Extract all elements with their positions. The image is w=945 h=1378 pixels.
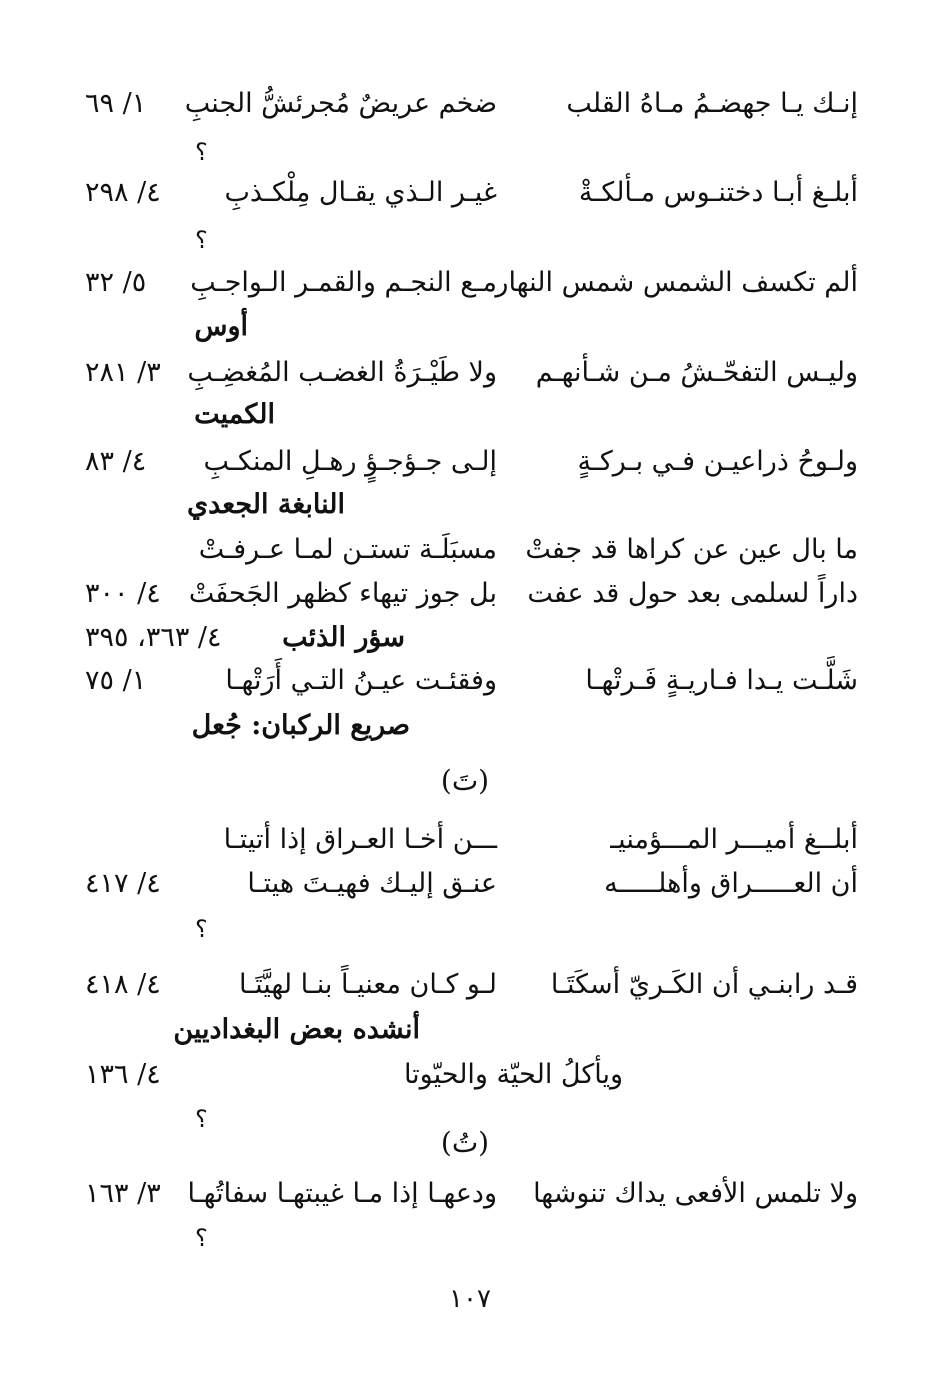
poet-name: صريع الركبان: جُعل — [191, 710, 410, 741]
volume-page-ref: ٤/ ٣٦٣، ٣٩٥ — [85, 622, 222, 653]
poet-unknown: ؟ — [195, 138, 208, 166]
page-number: ١٠٧ — [449, 1284, 491, 1314]
volume-page-ref: ٥/ ٣٢ — [85, 267, 147, 298]
hemistich-first: ولـوحُ ذراعيـن فـي بـركـةٍ — [577, 446, 858, 477]
poet-unknown: ؟ — [195, 226, 208, 254]
hemistich-second: بل جوز تيهاء كظهر الجَحفَتْ — [188, 578, 497, 609]
hemistich-first: ما بال عين عن كراها قد جفتْ — [525, 534, 858, 565]
poet-name: أوس — [194, 311, 248, 342]
hemistich-second: لـو كـان معنيـاً بنـا لهيَّتَـا — [238, 969, 497, 1000]
poet-name: أنشده بعض البغداديين — [173, 1014, 420, 1045]
hemistich-second: مسبَلَـة تستـن لمـا عـرفـتْ — [198, 534, 497, 565]
hemistich-second: عنـق إليـك فهيـتَ هيتـا — [247, 868, 497, 899]
hemistich-first: قـد رابنـي أن الكَـريّ أسكَتَـا — [550, 969, 858, 1000]
hemistich-first: وليـس التفحّـشُ مـن شـأنهـم — [535, 357, 858, 388]
section-letter-heading: (تُ) — [440, 1126, 490, 1159]
volume-page-ref: ٣/ ١٦٣ — [85, 1178, 161, 1209]
volume-page-ref: ٤/ ٤١٧ — [85, 868, 161, 899]
hemistich-first: أبلــغ أميـــر المـــؤمنيـ — [610, 824, 858, 855]
poet-unknown: ؟ — [195, 1224, 208, 1252]
volume-page-ref: ٣/ ٢٨١ — [85, 357, 161, 388]
hemistich-first: ألم تكسف الشمس شمس النهار — [495, 267, 858, 298]
poet-name: النابغة الجعدي — [186, 489, 345, 520]
volume-page-ref: ١/ ٧٥ — [85, 665, 147, 696]
volume-page-ref: ٤/ ٨٣ — [85, 446, 147, 477]
hemistich-second: وفقئـت عيـنُ التـي أَرَتْهـا — [225, 665, 497, 696]
poet-unknown: ؟ — [195, 1105, 208, 1133]
volume-page-ref: ٤/ ١٣٦ — [85, 1059, 161, 1090]
hemistich-second: مـع النجـم والقمـر الـواجـبِ — [190, 267, 497, 298]
hemistich-first: داراً لسلمى بعد حول قد عفت — [527, 578, 858, 609]
hemistich-single: ويأكلُ الحيّة والحيّوتا — [403, 1059, 623, 1090]
hemistich-second: غيـر الـذي يقـال مِلْكـذبِ — [224, 177, 497, 208]
hemistich-first: إنـك يـا جهضـمُ مـاهُ القلب — [566, 88, 858, 119]
hemistich-first: شَلَّـت يـدا فـاريـةٍ فَـرتْهـا — [585, 665, 858, 696]
volume-page-ref: ٤/ ٤١٨ — [85, 969, 161, 1000]
volume-page-ref: ١/ ٦٩ — [85, 88, 147, 119]
poet-name: سؤر الذئب — [282, 622, 405, 653]
volume-page-ref: ٤/ ٢٩٨ — [85, 177, 161, 208]
hemistich-second: إلـى جـؤجـؤٍ رهـلِ المنكـبِ — [203, 446, 497, 477]
hemistich-first: أن العـــــراق وأهلـــــه — [604, 868, 858, 899]
hemistich-first: أبلـغ أبـا دختنـوس مـألكـةْ — [578, 177, 858, 208]
section-letter-heading: (تَ) — [440, 764, 490, 797]
poet-name: الكميت — [194, 399, 275, 430]
hemistich-second: ضخم عريضٌ مُجرئشُّ الجنبِ — [184, 88, 497, 119]
hemistich-first: ولا تلمس الأفعى يداك تنوشها — [533, 1178, 858, 1209]
poet-unknown: ؟ — [195, 915, 208, 943]
hemistich-second: ولا طَيْـرَةُ الغضـب المُغضِـبِ — [187, 357, 497, 388]
hemistich-second: ودعهـا إذا مـا غيبتهـا سفاتُهـا — [187, 1178, 497, 1209]
hemistich-second: ـــن أخـا العـراق إذا أتيتـا — [223, 824, 497, 855]
volume-page-ref: ٤/ ٣٠٠ — [85, 578, 161, 609]
